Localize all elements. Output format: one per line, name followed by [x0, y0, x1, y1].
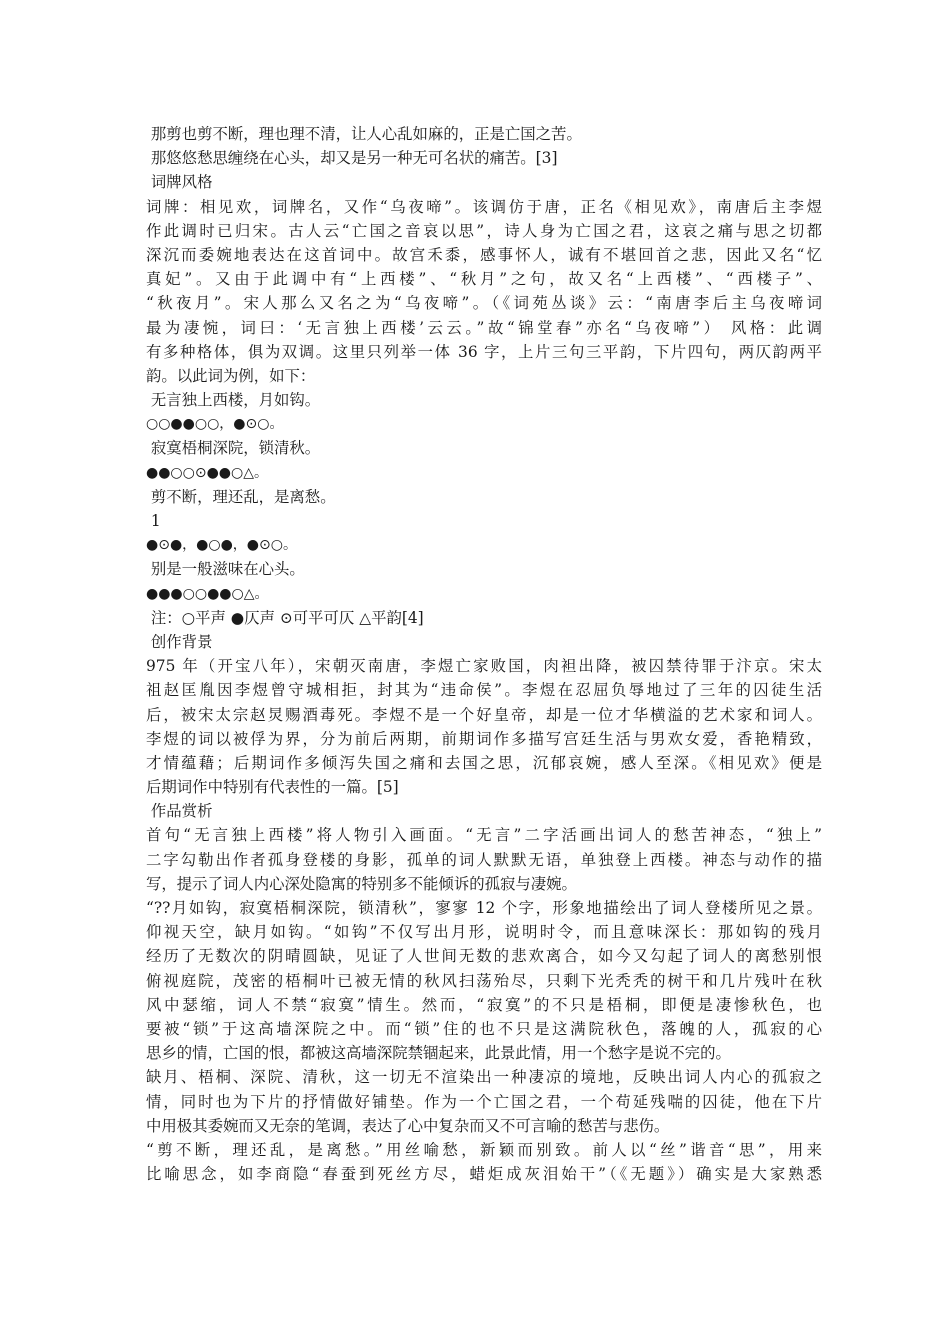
text-line: 李煜的词以被俘为界，分为前后两期，前期词作多描写宫廷生活与男欢女爱，香艳精致， [146, 729, 822, 748]
text-line: 寂寞梧桐深院，锁清秋。 [146, 439, 321, 458]
text-line: 最为凄惋，词曰：‘无言独上西楼’云云。”故“锦堂春”亦名“乌夜啼”） 风格：此调 [146, 318, 822, 337]
text-line: “秋夜月”。宋人那么又名之为“乌夜啼”。（《词苑丛谈》云：“南唐李后主乌夜啼词 [146, 294, 822, 313]
text-line: 作品赏析 [146, 802, 213, 821]
text-line: “剪不断，理还乱，是离愁。”用丝喻愁，新颖而别致。前人以“丝”谐音“思”，用来 [146, 1140, 822, 1159]
text-line: 才情蕴藉；后期词作多倾泻失国之痛和去国之思，沉郁哀婉，感人至深。《相见欢》便是 [146, 753, 822, 772]
text-line: 1 [146, 512, 161, 530]
text-line: 后期词作中特别有代表性的一篇。[5] [146, 778, 399, 797]
text-line: 作此调时已归宋。古人云“亡国之音哀以思”，诗人身为亡国之君，这哀之痛与思之切都 [146, 221, 822, 240]
tone-pattern-line: ●⊙●，●○●，●⊙○。 [146, 537, 297, 554]
text-line: 那悠悠愁思缠绕在心头，却又是另一种无可名状的痛苦。[3] [146, 149, 558, 168]
text-line: 后，被宋太宗赵炅赐酒毒死。李煜不是一个好皇帝，却是一位才华横溢的艺术家和词人。 [146, 705, 822, 724]
text-line: 那剪也剪不断，理也理不清，让人心乱如麻的，正是亡国之苦。 [146, 125, 582, 143]
tone-pattern-line: ○○●●○○，●⊙○。 [146, 416, 284, 433]
text-line: 剪不断，理还乱，是离愁。 [146, 487, 336, 506]
text-line: 写，提示了词人内心深处隐寓的特别多不能倾诉的孤寂与凄婉。 [146, 874, 577, 893]
text-line: 975 年（开宝八年），宋朝灭南唐，李煜亡家败国，肉袒出降，被囚禁待罪于汴京。宋太 [146, 657, 822, 676]
text-line: “??月如钩，寂寞梧桐深院，锁清秋”，寥寥 12 个字，形象地描绘出了词人登楼所见之景。 [146, 899, 822, 917]
text-line: 词牌风格 [146, 173, 213, 192]
text-line: 真妃”。又由于此调中有“上西楼”、“秋月”之句，故又名“上西楼”、“西楼子”、 [146, 270, 822, 289]
text-line: 仰视天空，缺月如钩。“如钩”不仅写出月形，说明时令，而且意味深长：那如钩的残月 [146, 923, 822, 942]
text-line: 首句“无言独上西楼”将人物引入画面。“无言”二字活画出词人的愁苦神态，“独上” [146, 826, 822, 845]
text-line: 别是一般滋味在心头。 [146, 560, 305, 579]
text-line: 二字勾勒出作者孤身登楼的身影，孤单的词人默默无语，单独登上西楼。神态与动作的描 [146, 850, 822, 869]
text-line: 深沉而委婉地表达在这首词中。故宫禾黍，感事怀人，诚有不堪回首之悲，因此又名“忆 [146, 245, 822, 264]
text-line: 情，同时也为下片的抒情做好铺垫。作为一个亡国之君，一个苟延残喘的囚徒，他在下片 [146, 1092, 822, 1111]
text-line: 注：○平声 ●仄声 ⊙可平可仄 △平韵[4] [146, 608, 424, 627]
tone-pattern-line: ●●●○○●●○△。 [146, 585, 269, 602]
text-line: 思乡的情，亡国的恨，都被这高墙深院禁锢起来，此景此情，用一个愁字是说不完的。 [146, 1044, 731, 1063]
text-line: 祖赵匡胤因李煜曾守城相拒，封其为“违命侯”。李煜在忍屈负辱地过了三年的囚徒生活 [146, 681, 822, 700]
text-line: 要被“锁”于这高墙深院之中。而“锁”住的也不只是这满院秋色，落魄的人，孤寂的心 [146, 1019, 822, 1038]
text-line: 词牌：相见欢，词牌名，又作“乌夜啼”。该调仿于唐，正名《相见欢》，南唐后主李煜 [146, 197, 822, 216]
text-line: 风中瑟缩，词人不禁“寂寞”情生。然而，“寂寞”的不只是梧桐，即便是凄惨秋色，也 [146, 995, 822, 1014]
text-line: 俯视庭院，茂密的梧桐叶已被无情的秋风扫荡殆尽，只剩下光秃秃的树干和几片残叶在秋 [146, 971, 822, 990]
text-line: 有多种格体，俱为双调。这里只列举一体 36 字，上片三句三平韵，下片四句，两仄韵两平 [146, 342, 822, 361]
text-line: 无言独上西楼，月如钩。 [146, 391, 321, 410]
text-line: 韵。以此词为例，如下： [146, 366, 316, 385]
text-line: 缺月、梧桐、深院、清秋，这一切无不渲染出一种凄凉的境地，反映出词人内心的孤寂之 [146, 1068, 822, 1087]
tone-pattern-line: ●●○○⊙●●○△。 [146, 464, 269, 481]
text-line: 经历了无数次的阴晴圆缺，见证了人世间无数的悲欢离合，如今又勾起了词人的离愁别恨 [146, 947, 822, 966]
text-line: 创作背景 [146, 632, 213, 651]
text-line: 比喻思念，如李商隐“春蚕到死丝方尽，蜡炬成灰泪始干”（《无题》）确实是大家熟悉 [146, 1165, 822, 1184]
text-line: 中用极其委婉而又无奈的笔调，表达了心中复杂而又不可言喻的愁苦与悲伤。 [146, 1116, 670, 1135]
document-page [146, 122, 822, 1186]
